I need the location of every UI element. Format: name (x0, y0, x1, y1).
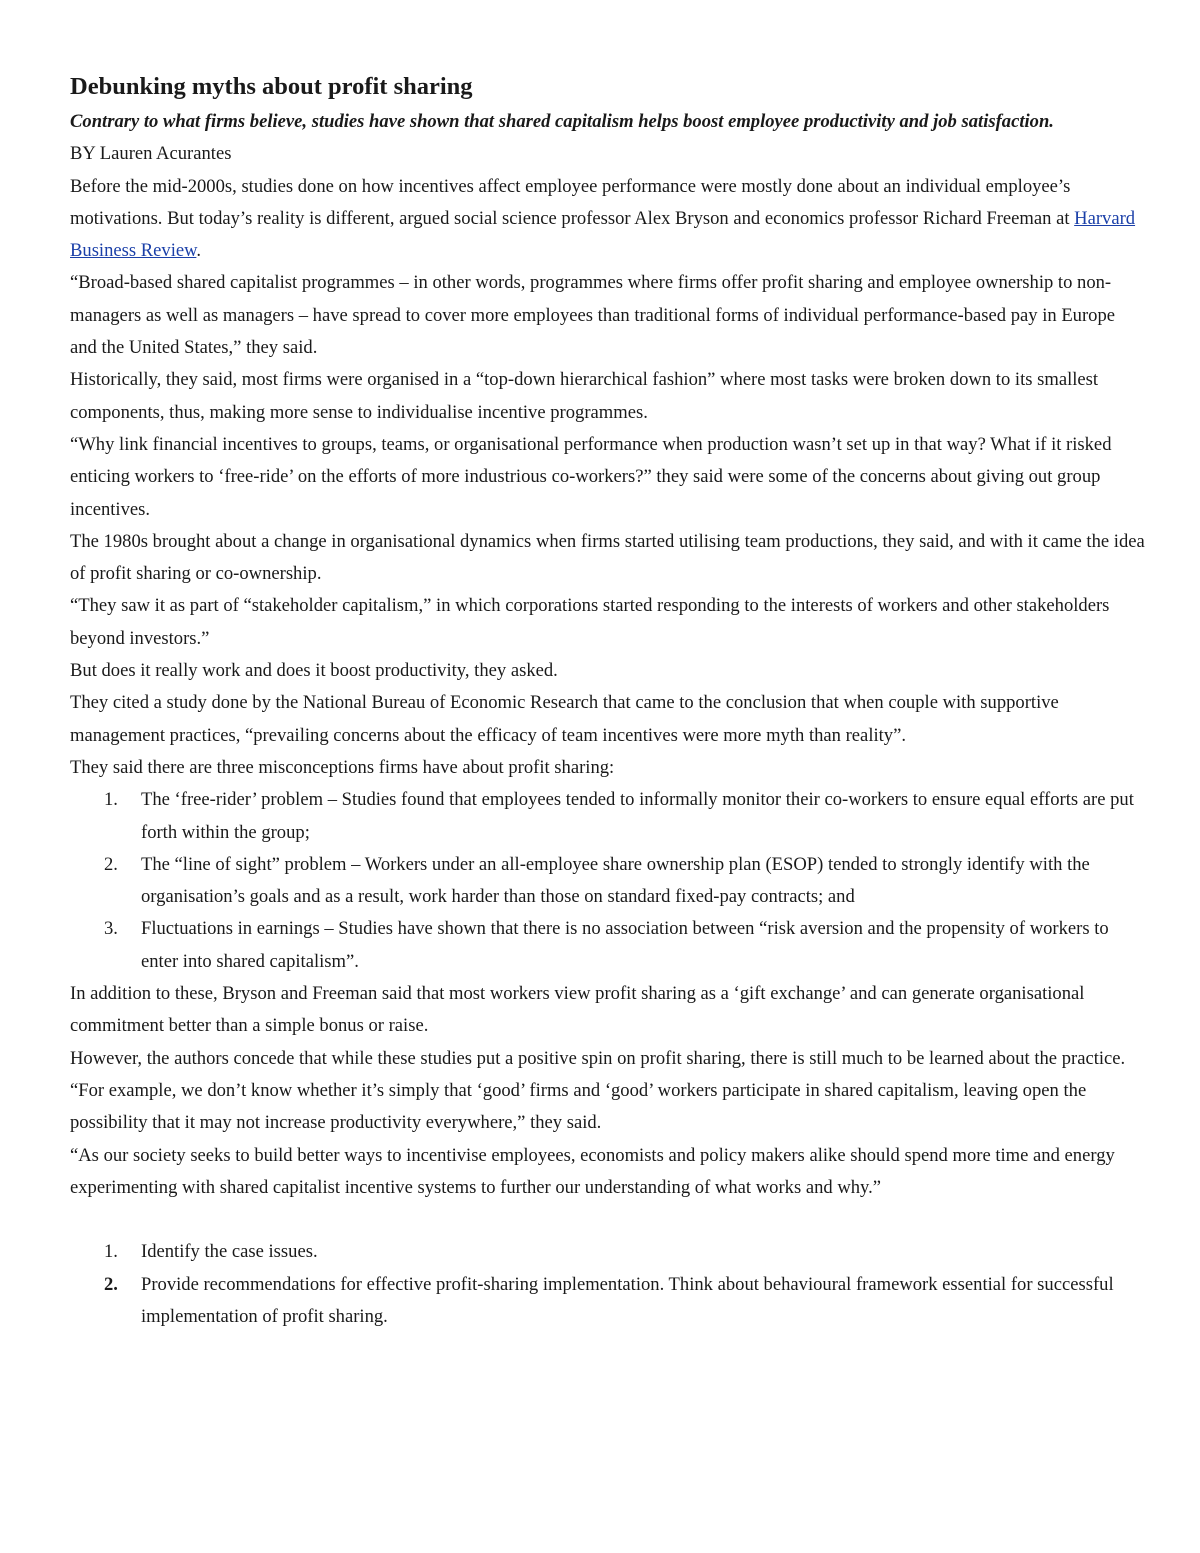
list-number: 3. (104, 918, 118, 940)
list-item (70, 1236, 1145, 1268)
article-subtitle: Contrary to what firms believe, studies have shown that shared capitalism helps boost employee productivity and job satisfaction. (70, 111, 1054, 132)
list-item-text: Identify the case issues. (141, 1241, 318, 1263)
paragraph-as-our-society: “As our society seeks to build better ways to incentivise employees, economists and policy makers alike should spend more time and energy experimenting with shared capitalist incentive systems to further our understanding of what works and why.” (70, 1144, 1115, 1198)
paragraph-gift-exchange: In addition to these, Bryson and Freeman said that most workers view profit sharing as a ‘gift exchange’ and can generate organisational commitment better than a simple bonus or raise. (70, 983, 1085, 1037)
harvard-business-review-link[interactable]: Harvard Business Review (70, 207, 1136, 262)
questions-list (70, 1236, 1145, 1333)
list-item (70, 913, 1145, 978)
list-item-text: Fluctuations in earnings – Studies have shown that there is no association between “risk aversion and the propensity of workers to enter into shared capitalism”. (141, 918, 1109, 972)
list-item (70, 784, 1145, 849)
document-page (70, 70, 1145, 1333)
list-item (70, 849, 1145, 914)
list-item-text: Provide recommendations for effective profit-sharing implementation. Think about behavioural framework essential for successful implementation of profit sharing. (141, 1273, 1114, 1327)
paragraph-for-example: “For example, we don’t know whether it’s simply that ‘good’ firms and ‘good’ workers participate in shared capitalism, leaving open the possibility that it may not increase productivity everywhere,” they said. (70, 1079, 1087, 1134)
paragraph-historically: Historically, they said, most firms were organised in a “top-down hierarchical fashion” where most tasks were broken down to its smallest components, thus, making more sense to individualise incentive programmes. (70, 369, 1099, 423)
paragraph-1980s: The 1980s brought about a change in organisational dynamics when firms started utilising team productions, they said, and with it came the idea of profit sharing or co-ownership. (70, 530, 1145, 585)
paragraph-why-link: “Why link financial incentives to groups, teams, or organisational performance when production wasn’t set up in that way? What if it risked enticing workers to ‘free-ride’ on the efforts of more industrious co-workers?” they said were some of the concerns about giving out group incentives. (70, 433, 1112, 520)
paragraph-stakeholder: “They saw it as part of “stakeholder capitalism,” in which corporations started responding to the interests of workers and other stakeholders beyond investors.” (70, 595, 1110, 649)
article-title: Debunking myths about profit sharing (70, 73, 473, 100)
paragraph-however: However, the authors concede that while these studies put a positive spin on profit sharing, there is still much to be learned about the practice. (70, 1047, 1126, 1069)
intro-paragraph (70, 171, 1145, 268)
misconceptions-list (70, 784, 1145, 978)
paragraph-broad-based: “Broad-based shared capitalist programmes – in other words, programmes where firms offer profit sharing and employee ownership to non-managers as well as managers – have spread to cover more employees than traditional forms of individual performance-based pay in Europe and the United States,” they said. (70, 272, 1116, 359)
list-number: 1. (104, 1241, 118, 1263)
list-number: 2. (104, 1273, 118, 1295)
paragraph-does-it-work: But does it really work and does it boost productivity, they asked. (70, 660, 558, 682)
paragraph-nber-study: They cited a study done by the National Bureau of Economic Research that came to the conclusion that when couple with supportive management practices, “prevailing concerns about the efficacy of team incentives were more myth than reality”. (70, 692, 1059, 746)
byline: BY Lauren Acurantes (70, 143, 232, 165)
list-item-text: The ‘free-rider’ problem – Studies found that employees tended to informally monitor their co-workers to ensure equal efforts are put forth within the group; (141, 789, 1134, 843)
list-item-text: The “line of sight” problem – Workers under an all-employee share ownership plan (ESOP) tended to strongly identify with the organisation’s goals and as a result, work harder than those on standard fixed-pay contracts; and (141, 853, 1090, 908)
intro-end: . (196, 240, 202, 262)
list-number: 1. (104, 789, 118, 811)
list-item (70, 1269, 1145, 1334)
intro-text: Before the mid-2000s, studies done on how incentives affect employee performance were mostly done about an individual employee’s motivations. But today’s reality is different, argued social science professor Alex Bryson and economics professor Richard Freeman at (70, 175, 1075, 229)
blank-line (70, 1204, 1145, 1236)
list-number: 2. (104, 853, 118, 875)
paragraph-misconceptions-intro: They said there are three misconceptions firms have about profit sharing: (70, 756, 615, 778)
